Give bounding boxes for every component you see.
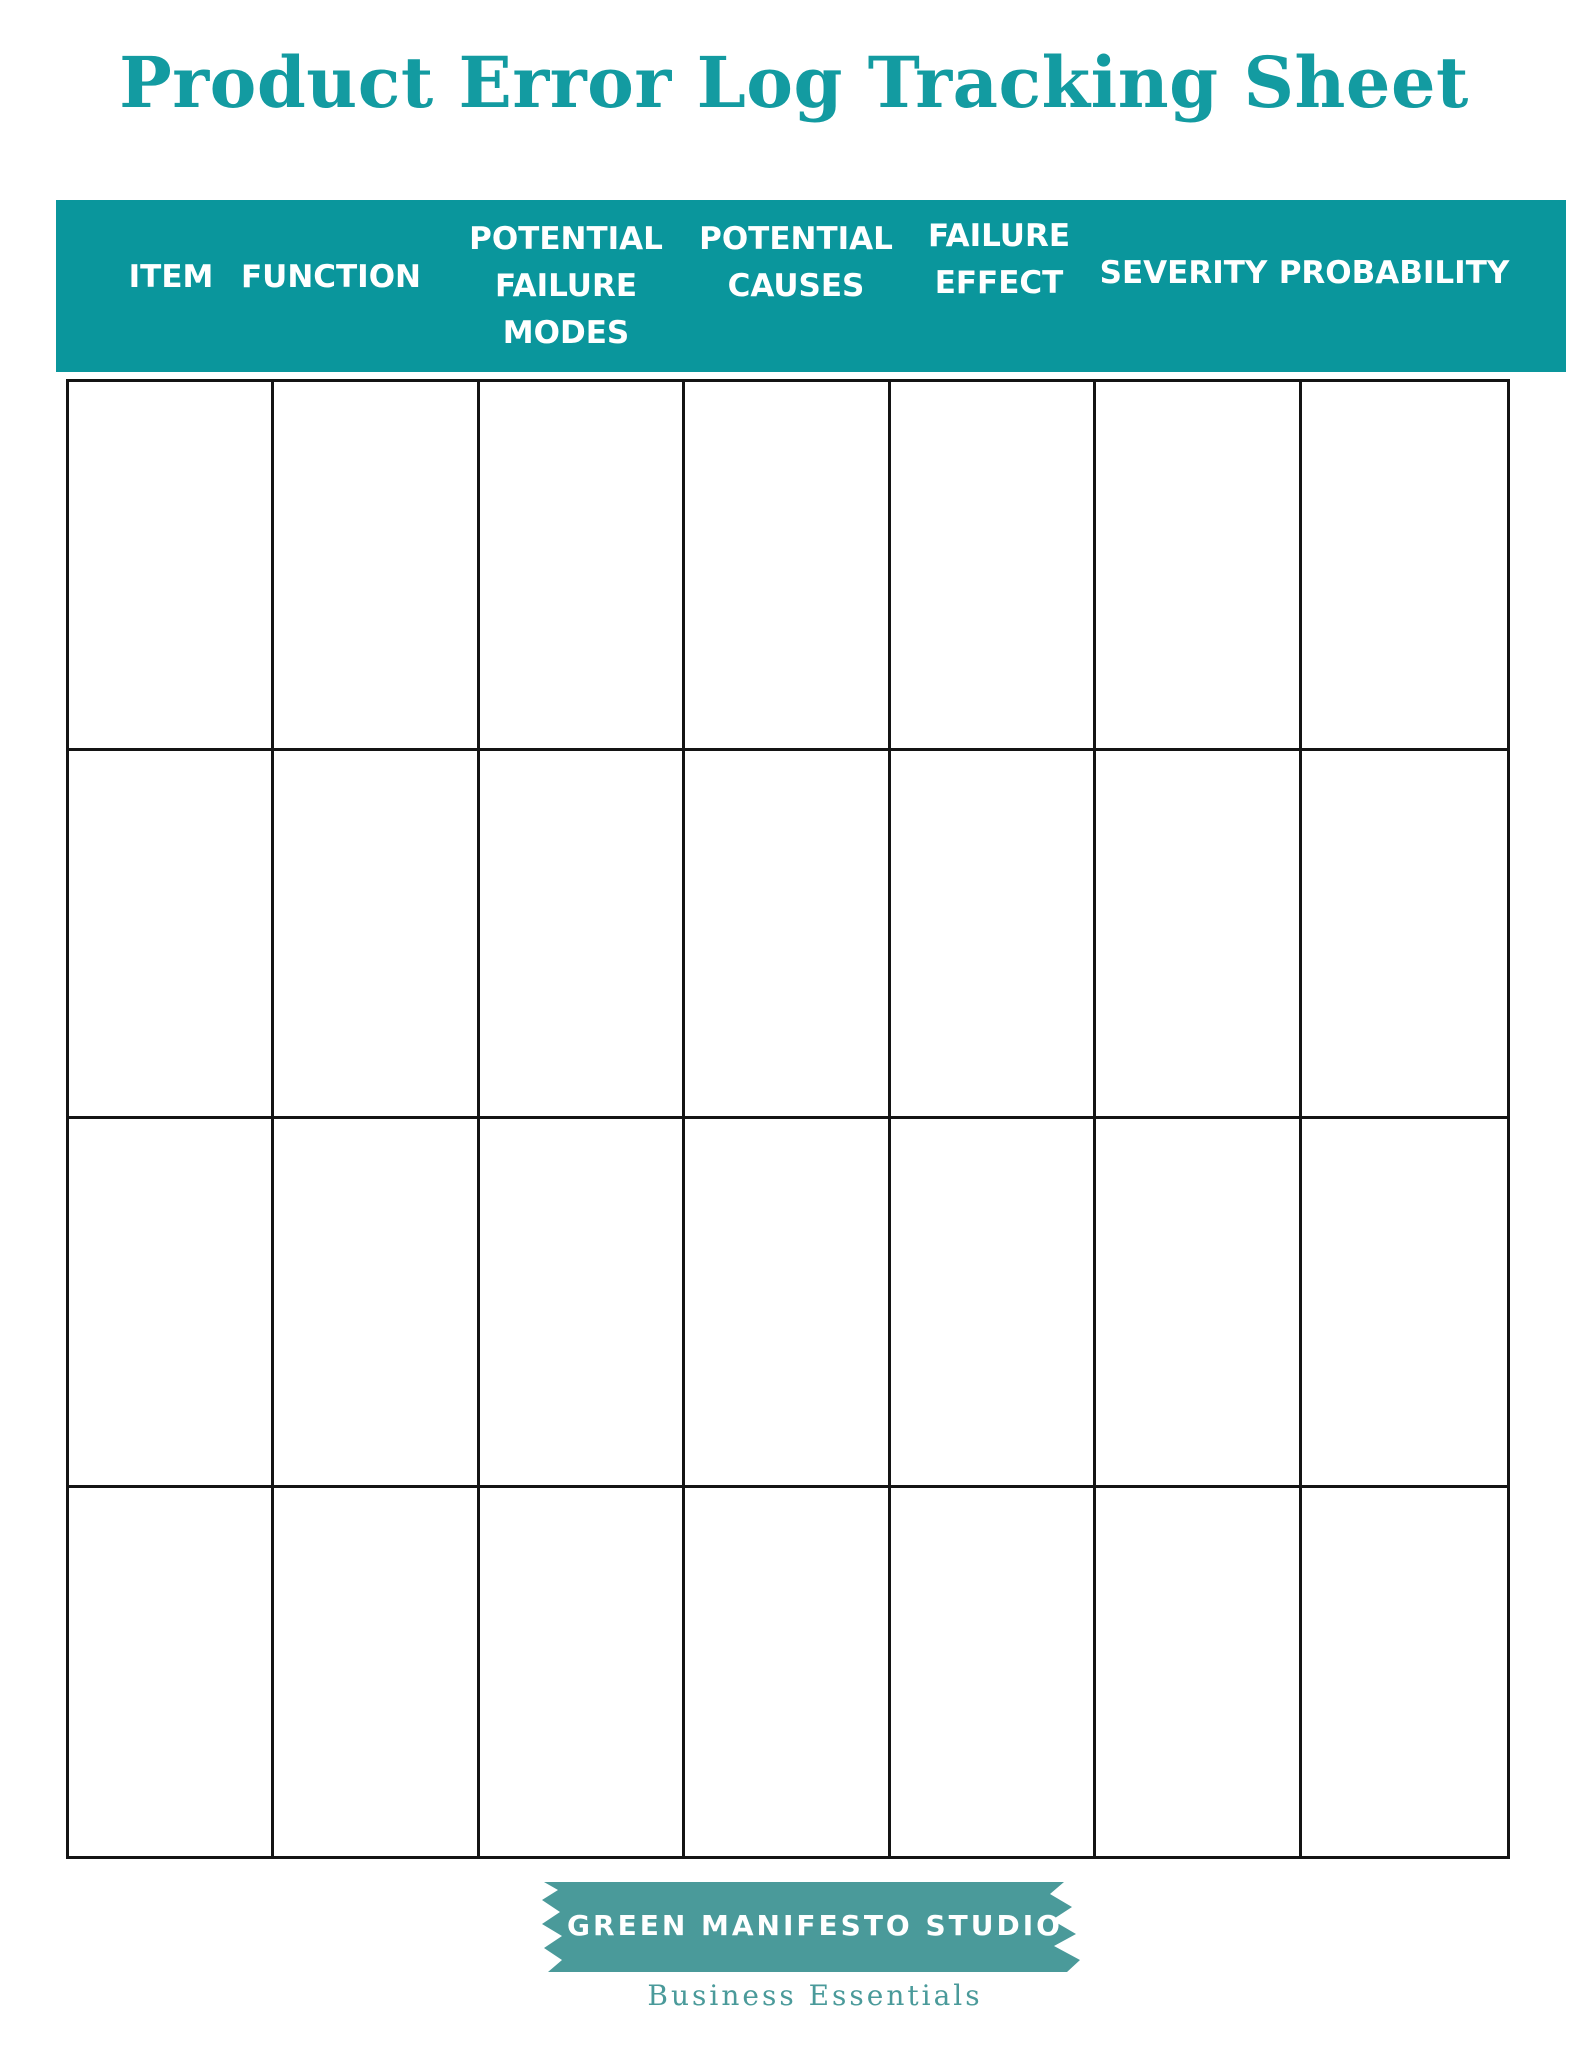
table-cell[interactable]	[1302, 751, 1507, 1120]
table-cell[interactable]	[274, 1488, 479, 1857]
table-cell[interactable]	[480, 382, 685, 751]
brand-name: GREEN MANIFESTO STUDIO	[567, 1909, 1063, 1942]
table-cell[interactable]	[480, 751, 685, 1120]
table-cell[interactable]	[480, 1119, 685, 1488]
table-cell[interactable]	[685, 751, 890, 1120]
table-cell[interactable]	[480, 1488, 685, 1857]
table-cell[interactable]	[891, 1488, 1096, 1857]
brand-footer	[540, 1880, 1090, 2030]
brand-tagline: Business Essentials	[647, 1979, 983, 2012]
table-cell[interactable]	[891, 382, 1096, 751]
table-cell[interactable]	[891, 751, 1096, 1120]
table-cell[interactable]	[1302, 1488, 1507, 1857]
table-cell[interactable]	[1096, 1119, 1301, 1488]
table-cell[interactable]	[891, 1119, 1096, 1488]
table-cell[interactable]	[274, 751, 479, 1120]
table-cell[interactable]	[685, 1488, 890, 1857]
table-cell[interactable]	[274, 382, 479, 751]
table-cell[interactable]	[1302, 382, 1507, 751]
header-potential-causes: POTENTIAL CAUSES	[699, 221, 893, 304]
table-cell[interactable]	[69, 1488, 274, 1857]
table-cell[interactable]	[69, 751, 274, 1120]
table-cell[interactable]	[274, 1119, 479, 1488]
table-cell[interactable]	[685, 382, 890, 751]
header-potential-failure-modes: POTENTIAL FAILURE MODES	[469, 221, 663, 351]
table-cell[interactable]	[1096, 751, 1301, 1120]
header-probability: PROBABILITY	[1278, 255, 1510, 291]
table-cell[interactable]	[685, 1119, 890, 1488]
error-log-grid	[66, 379, 1510, 1859]
table-cell[interactable]	[69, 382, 274, 751]
table-cell[interactable]	[69, 1119, 274, 1488]
header-item: ITEM	[128, 259, 214, 295]
table-header-band	[56, 200, 1566, 372]
header-failure-effect: FAILURE EFFECT	[927, 218, 1070, 301]
header-function: FUNCTION	[240, 259, 422, 295]
table-cell[interactable]	[1302, 1119, 1507, 1488]
table-cell[interactable]	[1096, 1488, 1301, 1857]
table-cell[interactable]	[1096, 382, 1301, 751]
header-severity: SEVERITY	[1099, 255, 1268, 291]
page-title: Product Error Log Tracking Sheet	[119, 41, 1469, 124]
